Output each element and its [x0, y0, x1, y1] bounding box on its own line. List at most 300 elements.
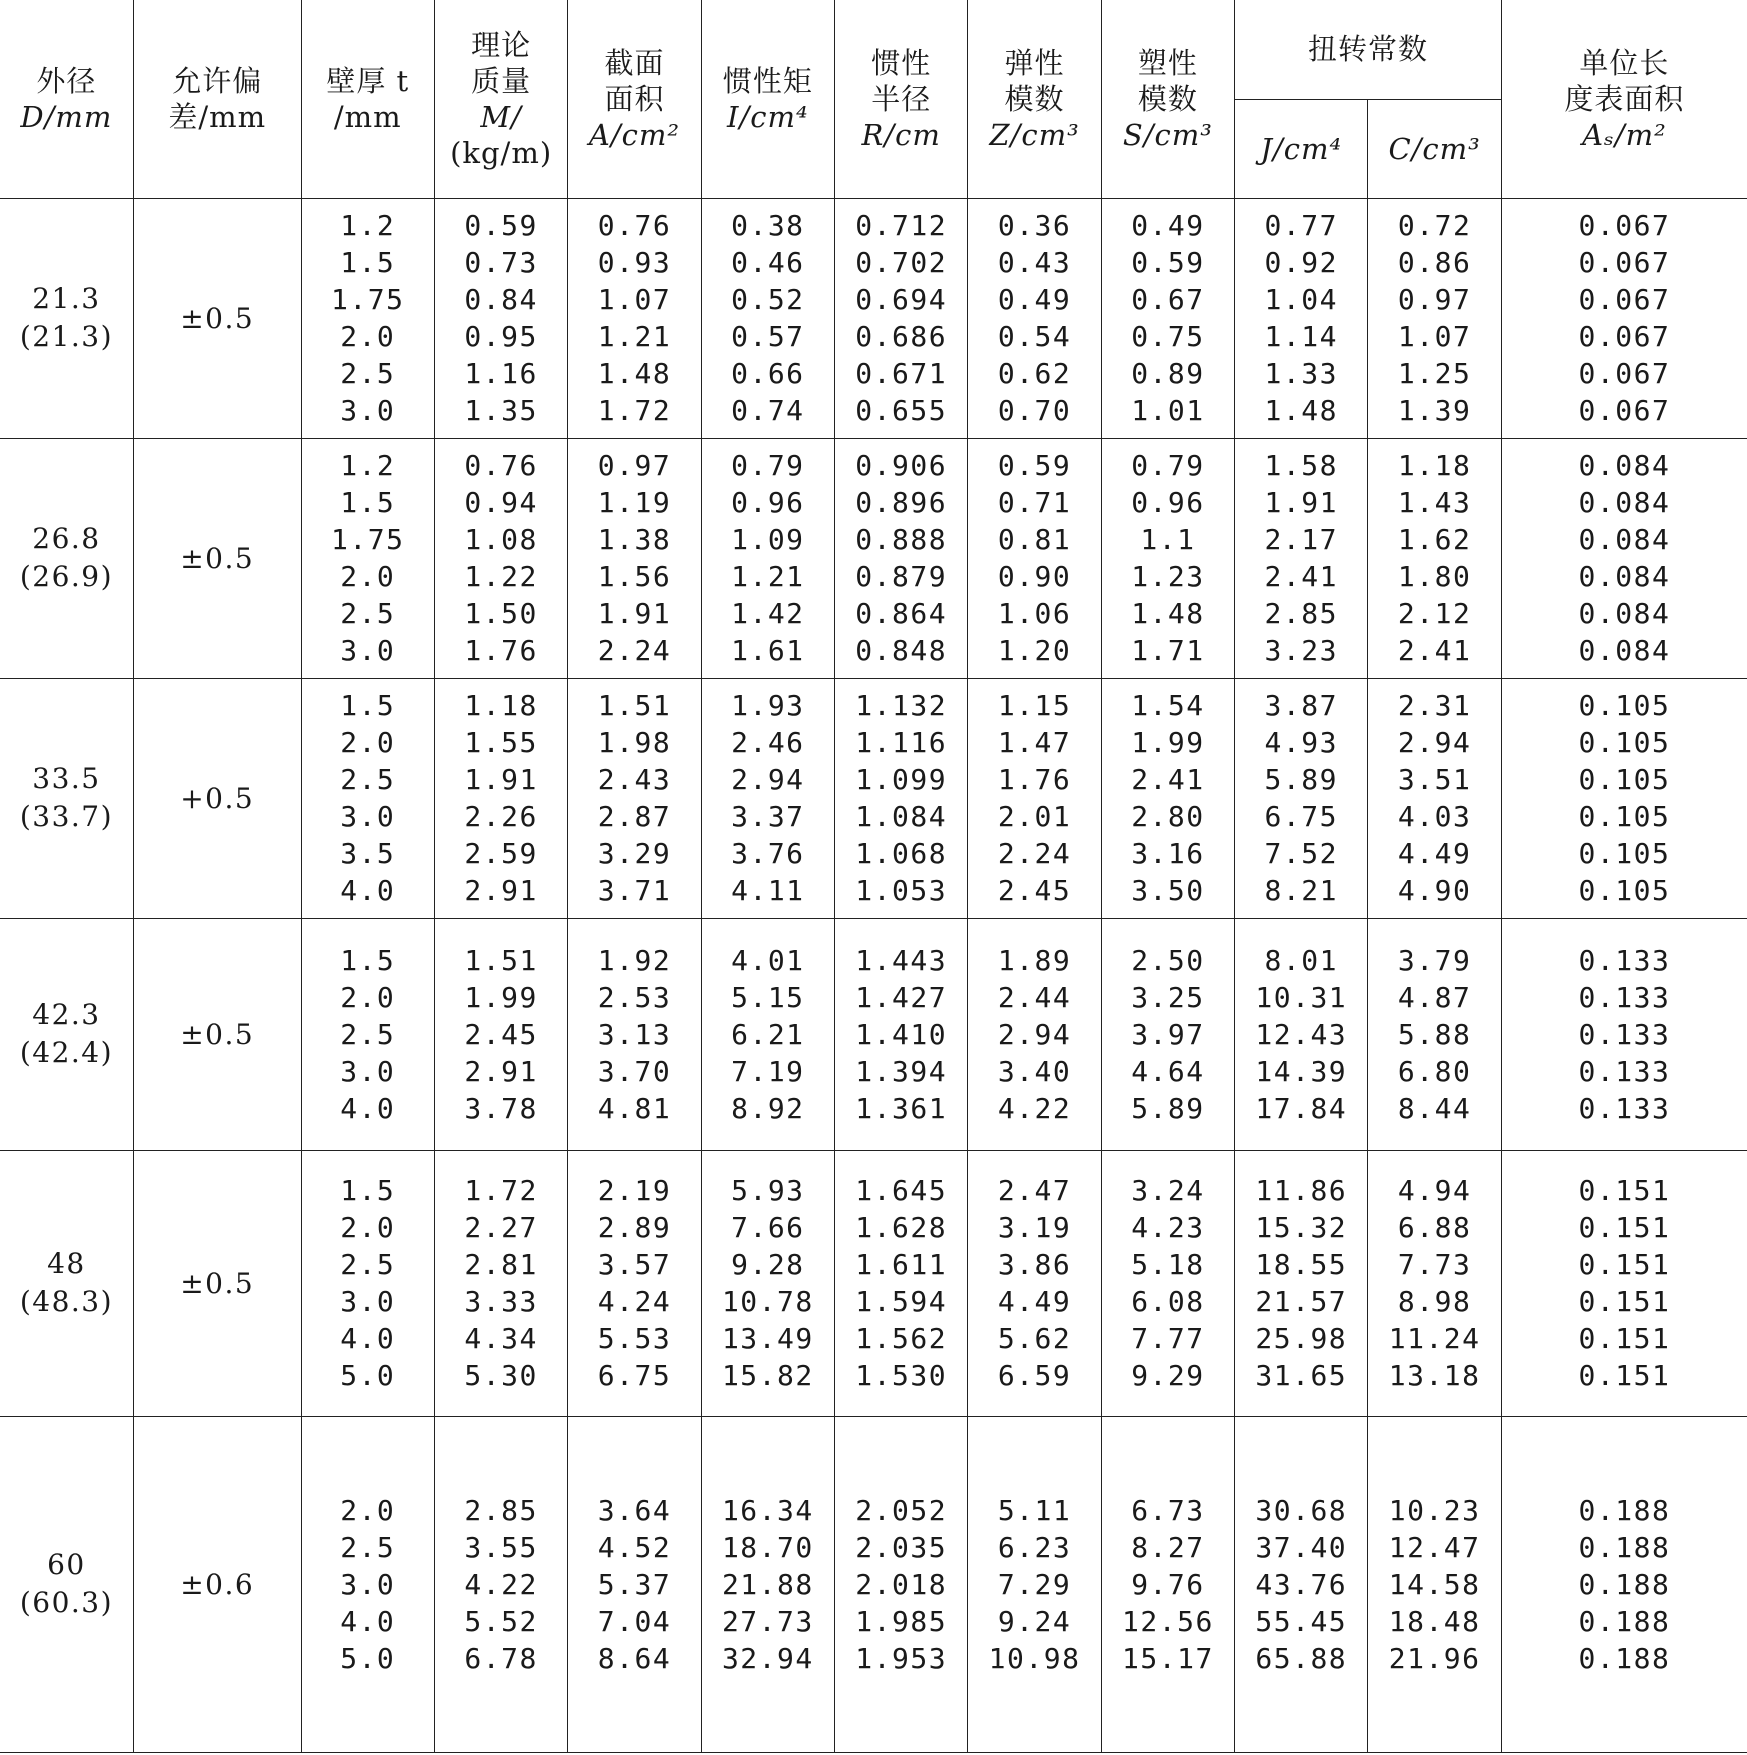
radius-value: 2.018 [855, 1567, 948, 1601]
inertia-value: 0.52 [731, 283, 805, 316]
wall-thickness-value: 3.0 [340, 800, 396, 833]
surface-area-value: 0.151 [1578, 1322, 1671, 1355]
plastic-modulus-value: 4.23 [1131, 1211, 1205, 1244]
elastic-modulus-value: 2.44 [997, 980, 1072, 1014]
elastic-modulus-cell [968, 198, 1101, 438]
elastic-modulus-value: 2.01 [997, 800, 1072, 833]
torsion-c-cell [1368, 438, 1501, 678]
inertia-value: 0.96 [731, 486, 805, 519]
header-theoretical-mass: 理论 质量 M/ (kg/m) [434, 0, 567, 198]
wall-thickness-value: 2.5 [340, 357, 396, 390]
torsion-j-value: 14.39 [1255, 1054, 1348, 1088]
mass-value: 0.73 [464, 246, 538, 279]
inertia-value: 2.94 [731, 763, 805, 796]
radius-value: 1.394 [855, 1054, 948, 1088]
plastic-modulus-value: 0.79 [1131, 449, 1205, 482]
torsion-c-value: 1.25 [1397, 357, 1472, 390]
elastic-modulus-value: 0.36 [997, 209, 1072, 242]
elastic-modulus-value: 6.59 [997, 1359, 1072, 1392]
elastic-modulus-value: 5.62 [997, 1322, 1072, 1355]
area-value: 5.53 [597, 1322, 672, 1355]
area-value: 1.92 [597, 943, 672, 977]
inertia-value: 7.19 [731, 1054, 805, 1088]
wall-thickness-value: 1.5 [340, 689, 396, 722]
wall-thickness-value: 3.5 [340, 837, 396, 870]
wall-thickness-cell [301, 918, 434, 1150]
surface-area-value: 0.188 [1578, 1567, 1671, 1601]
outer-diameter-alt-value: (33.7) [19, 800, 114, 833]
area-value: 7.04 [597, 1604, 672, 1638]
wall-thickness-value: 2.5 [340, 597, 396, 630]
torsion-c-value: 12.47 [1388, 1530, 1481, 1564]
surface-area-value: 0.133 [1578, 980, 1671, 1014]
outer-diameter-cell [0, 438, 133, 678]
area-value: 6.75 [597, 1359, 672, 1392]
surface-area-value: 0.084 [1578, 449, 1671, 482]
table-row [0, 1150, 1747, 1416]
wall-thickness-value: 5.0 [340, 1359, 396, 1392]
wall-thickness-value: 3.0 [340, 1285, 396, 1318]
torsion-c-value: 0.97 [1397, 283, 1472, 316]
torsion-c-value: 2.31 [1397, 689, 1472, 722]
table-row [0, 1416, 1747, 1752]
surface-area-cell [1501, 438, 1747, 678]
elastic-modulus-cell [968, 1150, 1101, 1416]
elastic-modulus-value: 1.06 [997, 597, 1072, 630]
inertia-cell [701, 438, 834, 678]
wall-thickness-value: 1.5 [340, 246, 396, 279]
surface-area-value: 0.067 [1578, 357, 1671, 390]
outer-diameter-cell [0, 198, 133, 438]
mass-value: 3.55 [464, 1530, 538, 1564]
surface-area-value: 0.151 [1578, 1211, 1671, 1244]
torsion-c-value: 7.73 [1397, 1248, 1472, 1281]
mass-cell [434, 438, 567, 678]
radius-cell [835, 198, 968, 438]
elastic-modulus-value: 4.49 [997, 1285, 1072, 1318]
mass-value: 1.51 [464, 943, 538, 977]
torsion-j-value: 2.41 [1264, 560, 1338, 593]
area-value: 8.64 [597, 1641, 672, 1675]
wall-thickness-value: 2.0 [340, 320, 396, 353]
wall-thickness-value: 2.0 [340, 1493, 396, 1527]
plastic-modulus-value: 0.96 [1131, 486, 1205, 519]
outer-diameter-cell [0, 1416, 133, 1752]
area-cell [568, 198, 701, 438]
area-cell [568, 438, 701, 678]
inertia-value: 0.79 [731, 449, 805, 482]
torsion-c-value: 10.23 [1388, 1493, 1481, 1527]
tolerance-value: ±0.5 [133, 198, 301, 438]
wall-thickness-value: 2.5 [340, 1017, 396, 1051]
torsion-c-cell [1368, 678, 1501, 918]
wall-thickness-value: 2.0 [340, 560, 396, 593]
torsion-j-value: 3.87 [1264, 689, 1338, 722]
radius-cell [835, 678, 968, 918]
torsion-j-value: 1.58 [1264, 449, 1338, 482]
wall-thickness-value: 5.0 [340, 1641, 396, 1675]
torsion-j-cell [1235, 1150, 1368, 1416]
elastic-modulus-cell [968, 918, 1101, 1150]
inertia-value: 13.49 [721, 1322, 814, 1355]
inertia-value: 16.34 [721, 1493, 814, 1527]
radius-value: 1.053 [855, 874, 948, 907]
torsion-j-value: 7.52 [1264, 837, 1338, 870]
inertia-value: 5.15 [731, 980, 805, 1014]
mass-value: 0.95 [464, 320, 538, 353]
elastic-modulus-value: 1.47 [997, 726, 1072, 759]
elastic-modulus-value: 0.62 [997, 357, 1072, 390]
radius-value: 1.562 [855, 1322, 948, 1355]
mass-value: 1.91 [464, 763, 538, 796]
outer-diameter-alt-value: (26.9) [19, 560, 114, 593]
outer-diameter-value: 42.3 [32, 998, 101, 1031]
outer-diameter-cell [0, 678, 133, 918]
wall-thickness-value: 2.0 [340, 980, 396, 1014]
area-value: 1.98 [597, 726, 672, 759]
inertia-value: 6.21 [731, 1017, 805, 1051]
mass-value: 2.59 [464, 837, 538, 870]
inertia-value: 4.11 [731, 874, 805, 907]
plastic-modulus-value: 15.17 [1122, 1641, 1214, 1675]
area-value: 3.13 [597, 1017, 672, 1051]
radius-value: 1.611 [855, 1248, 948, 1281]
surface-area-value: 0.105 [1578, 763, 1671, 796]
outer-diameter-alt-value: (48.3) [19, 1285, 114, 1318]
torsion-c-value: 18.48 [1388, 1604, 1481, 1638]
surface-area-value: 0.084 [1578, 634, 1671, 667]
mass-value: 2.45 [464, 1017, 538, 1051]
plastic-modulus-cell [1101, 438, 1234, 678]
surface-area-value: 0.067 [1578, 283, 1671, 316]
elastic-modulus-value: 1.15 [997, 689, 1072, 722]
outer-diameter-value: 60 [47, 1548, 86, 1581]
surface-area-cell [1501, 198, 1747, 438]
surface-area-value: 0.105 [1578, 837, 1671, 870]
mass-value: 0.76 [464, 449, 538, 482]
mass-cell [434, 1416, 567, 1752]
surface-area-value: 0.188 [1578, 1641, 1671, 1675]
surface-area-cell [1501, 918, 1747, 1150]
wall-thickness-value: 1.75 [331, 283, 405, 316]
inertia-value: 5.93 [731, 1174, 805, 1207]
inertia-value: 0.57 [731, 320, 805, 353]
mass-value: 5.52 [464, 1604, 538, 1638]
torsion-j-value: 1.33 [1264, 357, 1338, 390]
wall-thickness-value: 1.2 [340, 449, 396, 482]
inertia-value: 32.94 [721, 1641, 814, 1675]
radius-value: 1.361 [855, 1091, 948, 1125]
surface-area-value: 0.133 [1578, 1017, 1671, 1051]
elastic-modulus-value: 0.49 [997, 283, 1072, 316]
torsion-j-value: 17.84 [1255, 1091, 1348, 1125]
area-value: 1.72 [597, 394, 672, 427]
inertia-value: 7.66 [731, 1211, 805, 1244]
torsion-j-cell [1235, 198, 1368, 438]
radius-value: 0.712 [855, 209, 948, 242]
area-value: 4.81 [597, 1091, 672, 1125]
plastic-modulus-cell [1101, 1416, 1234, 1752]
plastic-modulus-value: 5.18 [1131, 1248, 1205, 1281]
plastic-modulus-value: 1.99 [1131, 726, 1205, 759]
radius-value: 1.530 [855, 1359, 948, 1392]
mass-value: 1.72 [464, 1174, 538, 1207]
elastic-modulus-value: 10.98 [988, 1641, 1081, 1675]
plastic-modulus-value: 0.89 [1131, 357, 1205, 390]
area-value: 1.07 [597, 283, 672, 316]
surface-area-value: 0.084 [1578, 486, 1671, 519]
plastic-modulus-value: 2.41 [1131, 763, 1205, 796]
plastic-modulus-value: 0.59 [1131, 246, 1205, 279]
mass-cell [434, 678, 567, 918]
surface-area-value: 0.151 [1578, 1285, 1671, 1318]
header-torsion-j: J/cm⁴ [1235, 99, 1368, 198]
area-value: 1.91 [597, 597, 672, 630]
header-moment-of-inertia: 惯性矩 I/cm⁴ [701, 0, 834, 198]
radius-value: 1.132 [855, 689, 948, 722]
mass-value: 1.22 [464, 560, 538, 593]
plastic-modulus-value: 3.50 [1131, 874, 1205, 907]
torsion-c-cell [1368, 918, 1501, 1150]
surface-area-value: 0.067 [1578, 209, 1671, 242]
torsion-c-cell [1368, 1150, 1501, 1416]
inertia-value: 21.88 [721, 1567, 814, 1601]
plastic-modulus-cell [1101, 198, 1234, 438]
surface-area-value: 0.151 [1578, 1248, 1671, 1281]
torsion-c-value: 1.80 [1397, 560, 1472, 593]
wall-thickness-value: 4.0 [340, 1091, 396, 1125]
torsion-j-value: 8.01 [1264, 943, 1338, 977]
torsion-c-value: 4.94 [1397, 1174, 1472, 1207]
elastic-modulus-value: 2.47 [997, 1174, 1072, 1207]
elastic-modulus-value: 6.23 [997, 1530, 1072, 1564]
inertia-value: 0.74 [731, 394, 805, 427]
surface-area-value: 0.133 [1578, 1091, 1671, 1125]
torsion-c-value: 4.87 [1397, 980, 1472, 1014]
wall-thickness-cell [301, 198, 434, 438]
inertia-value: 15.82 [721, 1359, 814, 1392]
table-body [0, 198, 1747, 1752]
table-row [0, 678, 1747, 918]
mass-value: 1.99 [464, 980, 538, 1014]
radius-value: 0.694 [855, 283, 948, 316]
elastic-modulus-value: 1.89 [997, 943, 1072, 977]
area-cell [568, 1416, 701, 1752]
tolerance-value: ±0.6 [133, 1416, 301, 1752]
torsion-j-value: 3.23 [1264, 634, 1338, 667]
plastic-modulus-value: 1.54 [1131, 689, 1205, 722]
radius-value: 1.427 [855, 980, 948, 1014]
radius-value: 1.084 [855, 800, 948, 833]
inertia-value: 1.61 [731, 634, 805, 667]
torsion-c-cell [1368, 1416, 1501, 1752]
wall-thickness-cell [301, 678, 434, 918]
torsion-c-value: 6.80 [1397, 1054, 1472, 1088]
inertia-value: 3.76 [731, 837, 805, 870]
mass-value: 3.78 [464, 1091, 538, 1125]
torsion-j-value: 18.55 [1255, 1248, 1348, 1281]
torsion-j-value: 1.48 [1264, 394, 1338, 427]
torsion-c-value: 1.62 [1397, 523, 1472, 556]
torsion-c-value: 0.72 [1397, 209, 1472, 242]
area-value: 0.93 [597, 246, 672, 279]
torsion-c-value: 14.58 [1388, 1567, 1481, 1601]
radius-value: 2.035 [855, 1530, 948, 1564]
area-value: 1.56 [597, 560, 672, 593]
plastic-modulus-value: 3.16 [1131, 837, 1205, 870]
area-value: 5.37 [597, 1567, 672, 1601]
radius-cell [835, 1416, 968, 1752]
inertia-cell [701, 678, 834, 918]
area-value: 3.71 [597, 874, 672, 907]
area-value: 0.97 [597, 449, 672, 482]
elastic-modulus-value: 3.19 [997, 1211, 1072, 1244]
elastic-modulus-value: 0.90 [997, 560, 1072, 593]
mass-value: 2.91 [464, 1054, 538, 1088]
area-value: 2.43 [597, 763, 672, 796]
elastic-modulus-value: 0.43 [997, 246, 1072, 279]
inertia-value: 0.46 [731, 246, 805, 279]
area-value: 2.87 [597, 800, 672, 833]
elastic-modulus-value: 0.81 [997, 523, 1072, 556]
wall-thickness-value: 1.5 [340, 1174, 396, 1207]
torsion-j-value: 1.14 [1264, 320, 1338, 353]
table-header [0, 0, 1747, 198]
plastic-modulus-value: 9.29 [1131, 1359, 1205, 1392]
elastic-modulus-value: 3.86 [997, 1248, 1072, 1281]
mass-value: 2.91 [464, 874, 538, 907]
header-radius-of-gyration: 惯性 半径 R/cm [835, 0, 968, 198]
surface-area-value: 0.188 [1578, 1604, 1671, 1638]
wall-thickness-value: 2.0 [340, 1211, 396, 1244]
torsion-c-value: 3.79 [1397, 943, 1472, 977]
elastic-modulus-value: 2.94 [997, 1017, 1072, 1051]
torsion-j-value: 0.77 [1264, 209, 1338, 242]
radius-value: 0.671 [855, 357, 948, 390]
mass-value: 1.18 [464, 689, 538, 722]
outer-diameter-cell [0, 918, 133, 1150]
surface-area-value: 0.067 [1578, 320, 1671, 353]
inertia-cell [701, 1150, 834, 1416]
torsion-j-value: 10.31 [1255, 980, 1348, 1014]
area-value: 1.19 [597, 486, 672, 519]
tolerance-value: +0.5 [133, 678, 301, 918]
surface-area-value: 0.188 [1578, 1493, 1671, 1527]
torsion-c-value: 21.96 [1388, 1641, 1481, 1675]
torsion-c-value: 4.49 [1397, 837, 1472, 870]
elastic-modulus-value: 2.24 [997, 837, 1072, 870]
elastic-modulus-value: 9.24 [997, 1604, 1072, 1638]
radius-cell [835, 1150, 968, 1416]
outer-diameter-cell [0, 1150, 133, 1416]
area-value: 1.51 [597, 689, 672, 722]
radius-value: 1.410 [855, 1017, 948, 1051]
plastic-modulus-value: 0.75 [1131, 320, 1205, 353]
outer-diameter-value: 26.8 [32, 522, 101, 555]
torsion-j-value: 2.17 [1264, 523, 1338, 556]
radius-value: 1.116 [855, 726, 948, 759]
radius-value: 0.888 [855, 523, 948, 556]
wall-thickness-cell [301, 438, 434, 678]
torsion-j-value: 31.65 [1255, 1359, 1348, 1392]
wall-thickness-value: 3.0 [340, 394, 396, 427]
radius-value: 0.848 [855, 634, 948, 667]
surface-area-cell [1501, 678, 1747, 918]
header-surface-area: 单位长 度表面积 Aₛ/m² [1501, 0, 1747, 198]
elastic-modulus-value: 0.70 [997, 394, 1072, 427]
torsion-j-value: 8.21 [1264, 874, 1338, 907]
plastic-modulus-value: 2.50 [1131, 943, 1205, 977]
radius-value: 1.985 [855, 1604, 948, 1638]
torsion-c-value: 1.43 [1397, 486, 1472, 519]
radius-value: 0.879 [855, 560, 948, 593]
plastic-modulus-value: 6.08 [1131, 1285, 1205, 1318]
inertia-value: 1.93 [731, 689, 805, 722]
radius-value: 1.099 [855, 763, 948, 796]
surface-area-value: 0.151 [1578, 1359, 1671, 1392]
radius-cell [835, 438, 968, 678]
plastic-modulus-value: 3.24 [1131, 1174, 1205, 1207]
mass-value: 3.33 [464, 1285, 538, 1318]
torsion-j-cell [1235, 1416, 1368, 1752]
mass-value: 5.30 [464, 1359, 538, 1392]
torsion-c-value: 2.12 [1397, 597, 1472, 630]
mass-cell [434, 198, 567, 438]
mass-value: 2.81 [464, 1248, 538, 1281]
radius-value: 1.953 [855, 1641, 948, 1675]
plastic-modulus-value: 12.56 [1122, 1604, 1214, 1638]
plastic-modulus-value: 1.71 [1131, 634, 1205, 667]
plastic-modulus-value: 7.77 [1131, 1322, 1205, 1355]
inertia-value: 10.78 [721, 1285, 814, 1318]
header-torsion-c: C/cm³ [1368, 99, 1501, 198]
torsion-j-value: 2.85 [1264, 597, 1338, 630]
tolerance-value: ±0.5 [133, 918, 301, 1150]
inertia-cell [701, 198, 834, 438]
torsion-j-value: 1.04 [1264, 283, 1338, 316]
area-cell [568, 678, 701, 918]
elastic-modulus-value: 0.71 [997, 486, 1072, 519]
radius-value: 1.628 [855, 1211, 948, 1244]
radius-cell [835, 918, 968, 1150]
surface-area-cell [1501, 1416, 1747, 1752]
mass-value: 1.55 [464, 726, 538, 759]
plastic-modulus-value: 1.01 [1131, 394, 1205, 427]
tolerance-value: ±0.5 [133, 438, 301, 678]
torsion-j-cell [1235, 678, 1368, 918]
torsion-j-value: 1.91 [1264, 486, 1338, 519]
surface-area-cell [1501, 1150, 1747, 1416]
table-row [0, 438, 1747, 678]
torsion-j-value: 11.86 [1255, 1174, 1348, 1207]
elastic-modulus-value: 1.76 [997, 763, 1072, 796]
wall-thickness-value: 2.0 [340, 726, 396, 759]
outer-diameter-value: 21.3 [32, 282, 101, 315]
surface-area-value: 0.084 [1578, 597, 1671, 630]
surface-area-value: 0.188 [1578, 1530, 1671, 1564]
area-value: 2.19 [597, 1174, 672, 1207]
inertia-value: 1.09 [731, 523, 805, 556]
inertia-value: 9.28 [731, 1248, 805, 1281]
area-value: 4.52 [597, 1530, 672, 1564]
plastic-modulus-cell [1101, 678, 1234, 918]
inertia-value: 4.01 [731, 943, 805, 977]
inertia-cell [701, 918, 834, 1150]
mass-value: 2.85 [464, 1493, 538, 1527]
radius-value: 0.896 [855, 486, 948, 519]
radius-value: 1.443 [855, 943, 948, 977]
header-wall-thickness: 壁厚 t /mm [301, 0, 434, 198]
